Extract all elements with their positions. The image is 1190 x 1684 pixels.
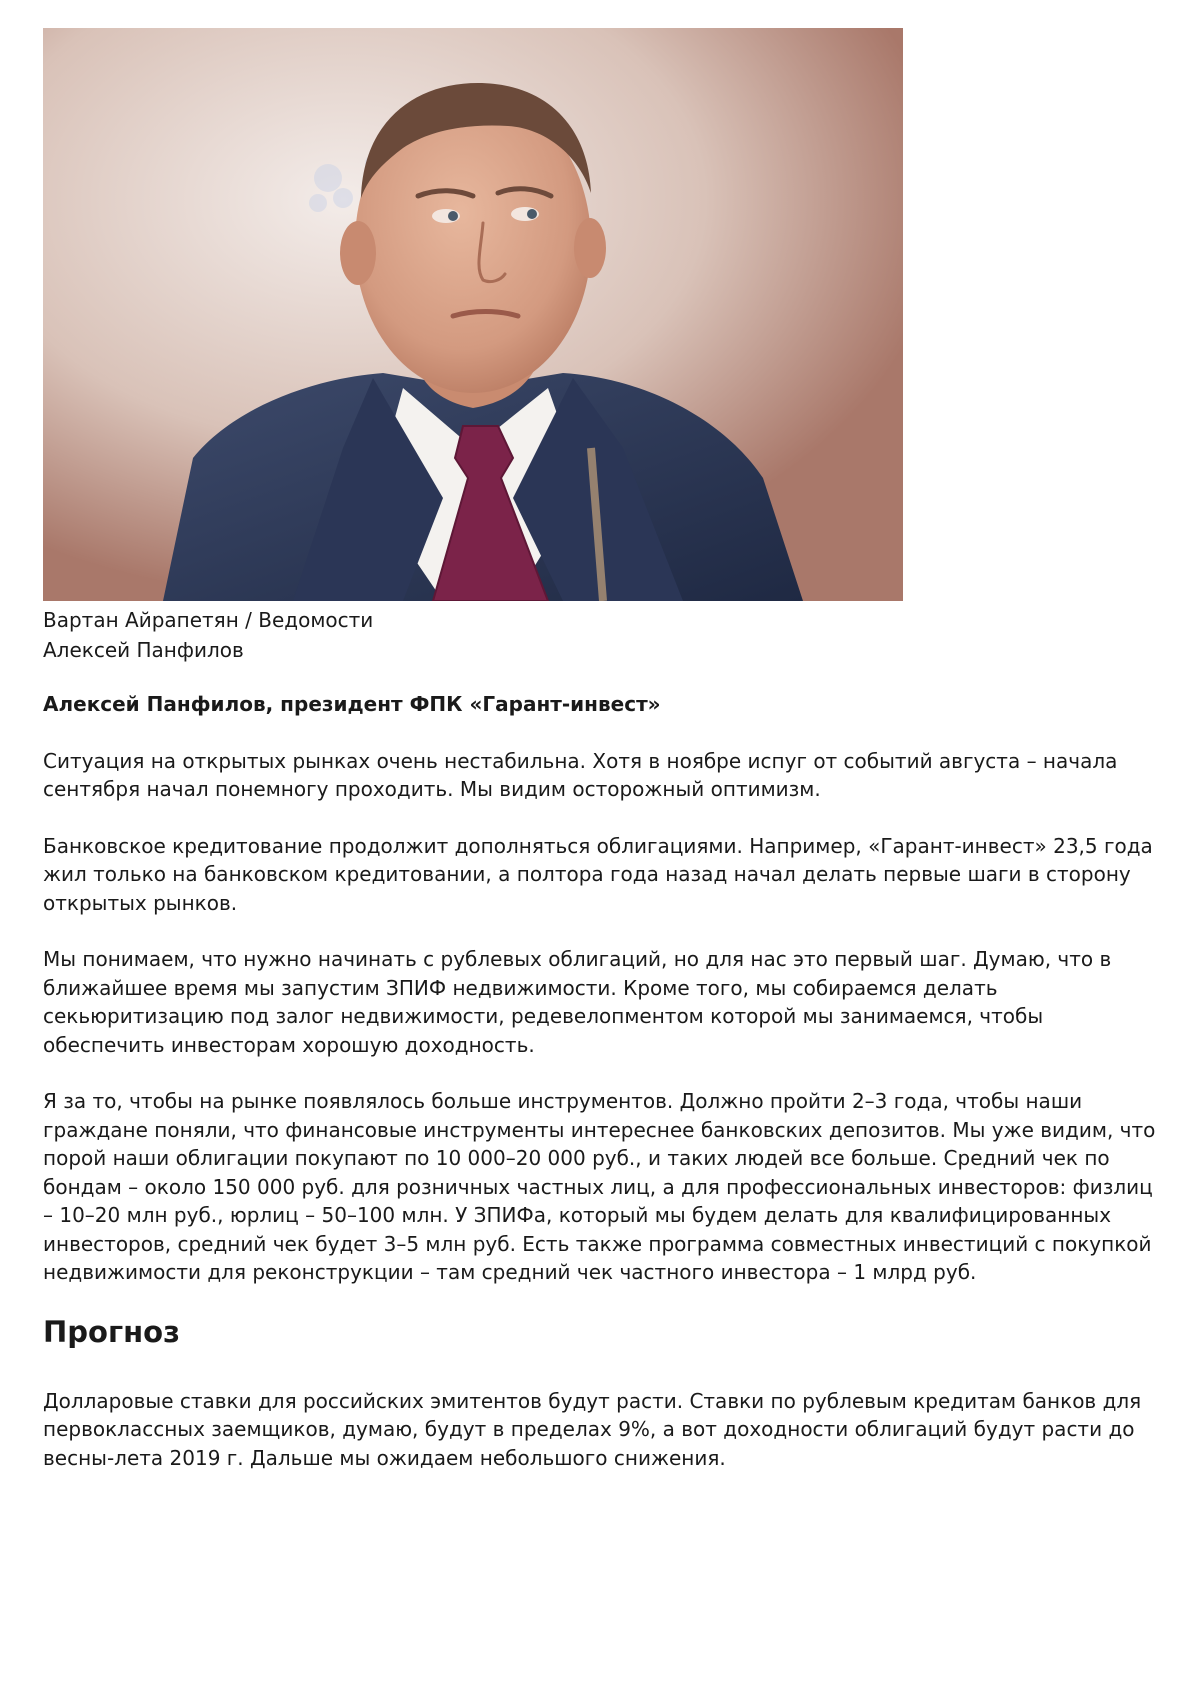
photo-caption (43, 605, 373, 665)
article-paragraph: Банковское кредитование продолжит дополняться облигациями. Например, «Гарант-инвест» 23,5 года жил только на банковском кредитовании, а полтора года назад начал делать первые шаги в сторону открытых рынков. (43, 833, 1153, 915)
photo-subject-name: Алексей Панфилов (43, 638, 244, 662)
article-paragraph: Я за то, чтобы на рынке появлялось больше инструментов. Должно пройти 2–3 года, чтобы наши граждане поняли, что финансовые инструменты интереснее банковских депозитов. Мы уже видим, что порой наши облигации покупают по 10 000–20 000 руб., и таких людей все больше. Средний чек по бондам – около 150 000 руб. для розничных частных лиц, а для профессиональных инвесторов: физлиц – 10–20 млн руб., юрлиц – 50–100 млн. У ЗПИФа, который мы будем делать для квалифицированных инвесторов, средний чек будет 3–5 млн руб. Есть также программа совместных инвестиций с покупкой недвижимости для реконструкции – там средний чек частного инвестора – 1 млрд руб. (43, 1089, 1156, 1284)
article-paragraph: Ситуация на открытых рынках очень нестабильна. Хотя в ноябре испуг от событий августа – начала сентября начал понемногу проходить. Мы видим осторожный оптимизм. (43, 748, 1118, 801)
portrait-illustration (43, 28, 903, 601)
photo-credit: Вартан Айрапетян / Ведомости (43, 608, 374, 632)
section-heading: Прогноз (43, 1314, 180, 1349)
section-paragraph: Долларовые ставки для российских эмитентов будут расти. Ставки по рублевым кредитам банков для первоклассных заемщиков, думаю, будут в пределах 9%, а вот доходности облигаций будут расти до весны-лета 2019 г. Дальше мы ожидаем небольшого снижения. (43, 1388, 1142, 1470)
article-paragraph: Мы понимаем, что нужно начинать с рублевых облигаций, но для нас это первый шаг. Думаю, что в ближайшее время мы запустим ЗПИФ недвижимости. Кроме того, мы собираемся делать секьюритизацию под залог недвижимости, редевелопментом которой мы занимаемся, чтобы обеспечить инвесторам хорошую доходность. (43, 947, 1112, 1057)
article-body (43, 690, 1168, 1500)
article-lead: Алексей Панфилов, президент ФПК «Гарант-инвест» (43, 692, 661, 716)
portrait-photo (43, 28, 903, 601)
